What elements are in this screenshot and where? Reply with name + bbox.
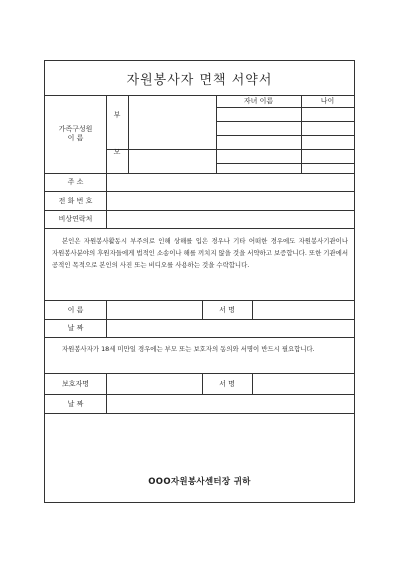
divider	[45, 413, 354, 414]
divider	[45, 210, 354, 211]
divider	[252, 373, 253, 394]
child-name-header: 자녀 이름	[243, 97, 274, 105]
divider	[45, 373, 354, 374]
family-label	[45, 125, 106, 143]
divider	[45, 394, 354, 395]
divider	[216, 121, 354, 122]
statement-text: 본인은 자원봉사활동시 부주의로 인해 상해를 입은 경우나 기타 어떠한 경우에도 자원봉사기관이나 자원봉사분야의 후원자들에게 법적인 소송이나 해를 끼치지 않을 것을 서약하고 보증합니다. 또한 기관에서 공적인 목적으로 본인의 사진 또는 비디오를 사용하는 것을 수락합니다.	[52, 237, 349, 269]
divider	[45, 191, 354, 192]
father-label: 부	[113, 111, 121, 119]
divider	[106, 149, 354, 150]
address-label: 주 소	[67, 178, 84, 186]
phone-label: 전 화 번 호	[58, 197, 93, 205]
guardian-signature-label: 서 명	[219, 380, 235, 388]
divider	[216, 95, 217, 173]
divider	[216, 135, 354, 136]
divider	[106, 173, 107, 228]
signer-name-label: 이 름	[67, 306, 84, 314]
family-label-line2: 이 름	[67, 134, 84, 142]
divider	[45, 300, 354, 301]
signer-date-label: 날 짜	[67, 324, 84, 332]
divider	[106, 300, 107, 337]
signer-signature-label: 서 명	[219, 306, 235, 314]
divider	[106, 373, 107, 413]
divider	[216, 107, 354, 108]
emergency-contact-label: 비상연락처	[58, 215, 93, 223]
age-header: 나이	[320, 97, 335, 105]
guardian-name-label: 보호자명	[61, 380, 90, 388]
family-label-line1: 가족구성원	[58, 125, 93, 133]
divider	[252, 300, 253, 319]
minor-note-text: 자원봉사자가 18세 미만일 경우에는 부모 또는 보호자의 동의와 서명이 반드시 필요합니다.	[62, 345, 315, 353]
divider	[45, 319, 354, 320]
mother-label: 모	[113, 148, 121, 156]
divider	[128, 95, 129, 173]
divider	[301, 95, 302, 173]
waiver-form	[44, 60, 355, 503]
divider	[106, 95, 107, 173]
divider	[45, 173, 354, 174]
divider	[45, 228, 354, 229]
recipient-footer: OOO자원봉사센터장 귀하	[148, 477, 251, 487]
form-title: 자원봉사자 면책 서약서	[126, 73, 273, 88]
divider	[216, 163, 354, 164]
guardian-date-label: 날 짜	[67, 400, 84, 408]
divider	[45, 337, 354, 338]
